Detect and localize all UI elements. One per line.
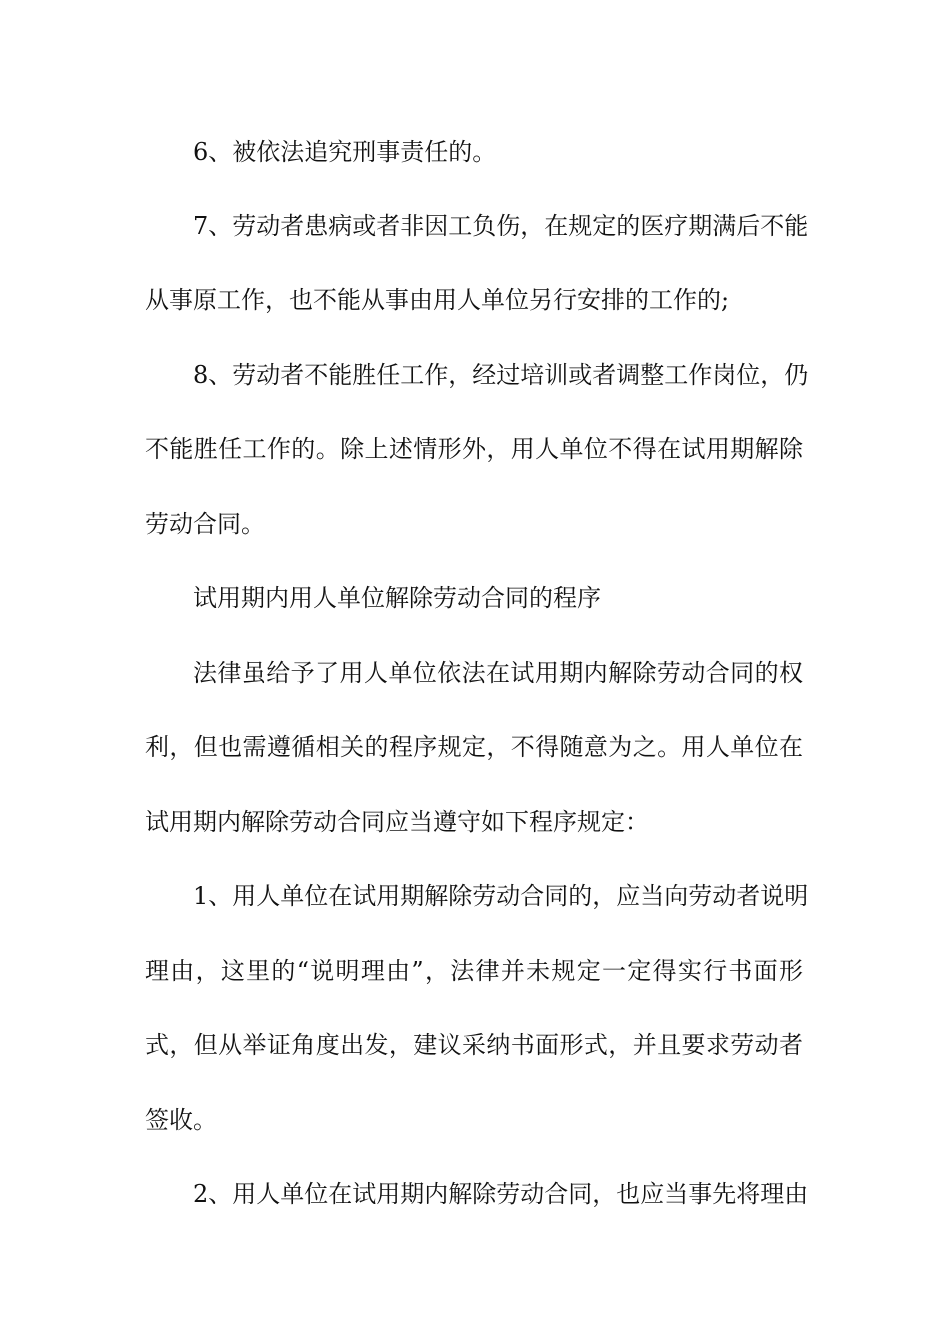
text-line: 7、劳动者患病或者非因工负伤，在规定的医疗期满后不能 [193,212,809,240]
text-line: 试用期内解除劳动合同应当遵守如下程序规定： [145,808,649,836]
text-line: 从事原工作，也不能从事由用人单位另行安排的工作的; [145,286,730,314]
text-line: 1、用人单位在试用期解除劳动合同的，应当向劳动者说明 [193,882,809,910]
text-line: 理由，这里的“说明理由”，法律并未规定一定得实行书面形 [145,957,803,985]
text-line: 6、被依法追究刑事责任的。 [193,138,497,166]
text-line: 签收。 [145,1106,217,1134]
section-heading: 试用期内用人单位解除劳动合同的程序 [193,584,601,612]
text-line: 劳动合同。 [145,510,265,538]
text-line: 式，但从举证角度出发，建议采纳书面形式，并且要求劳动者 [145,1031,803,1059]
text-line: 2、用人单位在试用期内解除劳动合同，也应当事先将理由 [193,1180,809,1208]
text-line: 不能胜任工作的。除上述情形外，用人单位不得在试用期解除 [145,435,803,463]
text-line: 利，但也需遵循相关的程序规定，不得随意为之。用人单位在 [145,733,803,761]
text-line: 8、劳动者不能胜任工作，经过培训或者调整工作岗位，仍 [193,361,809,389]
text-line: 法律虽给予了用人单位依法在试用期内解除劳动合同的权 [193,659,803,687]
